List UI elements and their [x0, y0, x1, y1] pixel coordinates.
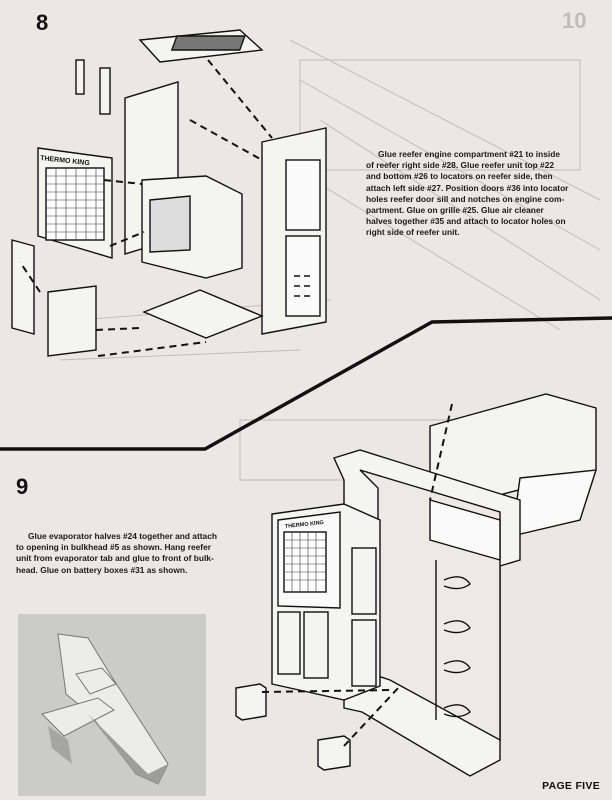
step-9-line: Glue evaporator halves #24 together and attach	[28, 531, 217, 541]
battery-box	[236, 684, 266, 720]
step-8-line: partment. Glue on grille #25. Glue air cleaner	[366, 205, 544, 216]
step-8-line: halves together #35 and attach to locator holes on	[366, 216, 566, 227]
step-8-line: and bottom #26 to locators on reefer side, then	[366, 171, 553, 182]
step-8-line: attach left side #27. Position doors #36 into locator	[366, 182, 569, 193]
step-8-number: 8	[36, 10, 49, 35]
step-8-line: Glue reefer engine compartment #21 to inside	[378, 149, 560, 159]
step-9-line: head. Glue on battery boxes #31 as shown.	[16, 564, 188, 575]
step-8-line: right side of reefer unit.	[366, 227, 460, 238]
step-8-grille-label: THERMO KING	[39, 155, 91, 168]
step-9-grille-label: THERMO KING	[284, 519, 325, 530]
step-8-line: of reefer right side #28. Glue reefer unit top #22	[366, 160, 555, 171]
step-9-number: 9	[16, 474, 29, 499]
ghost-page-number: 10	[562, 8, 587, 33]
page-footer: PAGE FIVE	[542, 780, 600, 792]
assembly-photo	[18, 614, 206, 796]
step-9-line: unit from evaporator tab and glue to front of bulk-	[16, 553, 214, 564]
photo-content	[18, 614, 206, 796]
step-8-line: holes reefer door sill and notches on engine com-	[366, 193, 565, 204]
step-9-line: to opening in bulkhead #5 as shown. Hang reefer	[16, 542, 211, 553]
battery-box	[318, 736, 350, 770]
